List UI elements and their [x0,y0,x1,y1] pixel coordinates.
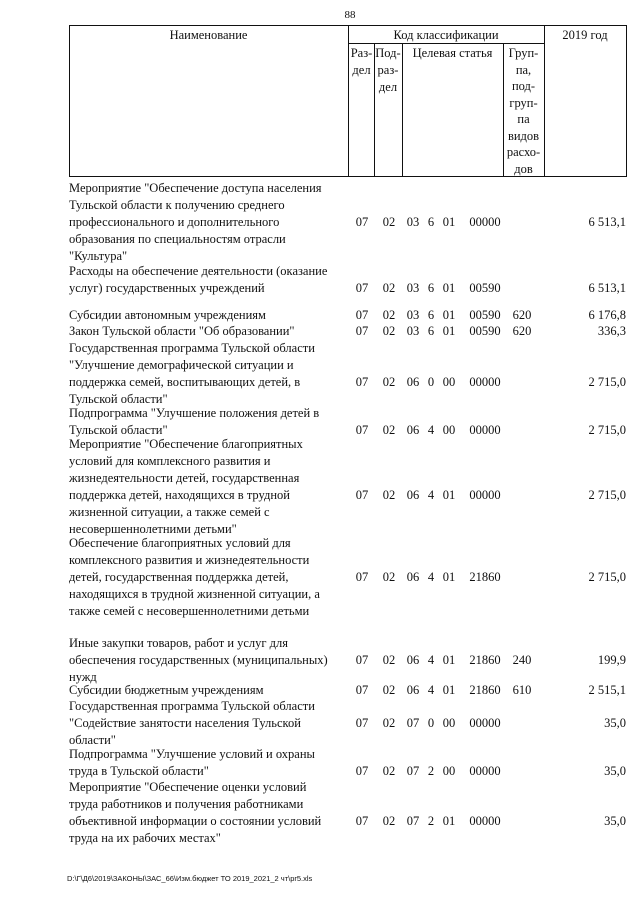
code-r: 07 [355,375,369,389]
code-cs4: 00000 [469,814,501,828]
row-amount: 35,0 [604,814,626,828]
code-cs2: 4 [427,488,435,502]
row-amount: 2 715,0 [588,488,626,502]
code-cs2: 2 [427,814,435,828]
row-name [69,682,352,699]
file-path-footer: D:\Г\Д6\2019\ЗАКОНЫ\ЗАС_66\Изм.бюджет ТО 2019_2021_2 чт\pr5.xls [67,874,313,883]
header-name: Наименование [169,28,248,42]
code-cs2: 2 [427,764,435,778]
code-pr: 02 [382,423,396,437]
code-cs4: 00000 [469,375,501,389]
row-name-line: Тульской области" [69,392,168,406]
row-amount: 336,3 [597,324,626,338]
code-cs2: 4 [427,683,435,697]
code-cs3: 00 [442,423,456,437]
row-name [69,698,352,749]
code-r: 07 [355,716,369,730]
code-pr: 02 [382,716,396,730]
row-name-line: "Содействие занятости населения Тульской [69,716,301,730]
header-year: 2019 год [562,28,608,42]
row-name [69,340,352,408]
code-cs4: 00000 [469,423,501,437]
code-cs3: 01 [442,814,456,828]
row-name-line: детей, государственная поддержка детей, [69,570,289,584]
code-r: 07 [355,281,369,295]
code-r: 07 [355,308,369,322]
header-section: Раз- дел [350,46,373,77]
code-cs1: 06 [406,423,420,437]
code-pr: 02 [382,375,396,389]
code-cs1: 03 [406,308,420,322]
code-cs1: 06 [406,375,420,389]
code-cs2: 6 [427,324,435,338]
code-r: 07 [355,814,369,828]
row-name [69,180,352,265]
row-name-line: Расходы на обеспечение деятельности (оказание [69,264,328,278]
code-cs4: 21860 [469,570,501,584]
row-amount: 6 513,1 [588,215,626,229]
row-name-line: поддержка детей, находящихся в трудной [69,488,290,502]
row-name [69,323,352,340]
row-name-line: Государственная программа Тульской области [69,699,315,713]
code-cs4: 21860 [469,683,501,697]
code-r: 07 [355,488,369,502]
code-cs1: 03 [406,281,420,295]
row-name [69,535,352,620]
code-cs3: 01 [442,488,456,502]
code-cs3: 01 [442,308,456,322]
row-name [69,263,352,297]
row-name-line: Тульской области" [69,423,168,437]
code-cs4: 00590 [469,324,501,338]
row-name-line: условий для комплексного развития и [69,454,271,468]
row-name-line: Субсидии автономным учреждениям [69,308,266,322]
row-name-line: Мероприятие "Обеспечение доступа населения [69,181,322,195]
row-amount: 2 715,0 [588,570,626,584]
row-name [69,779,352,847]
code-cs3: 01 [442,215,456,229]
row-name-line: обеспечения государственных (муниципальных) [69,653,328,667]
row-name-line: Подпрограмма "Улучшение положения детей в [69,406,320,420]
row-name-line: Закон Тульской области "Об образовании" [69,324,295,338]
row-name-line: также семей с несовершеннолетними детьми [69,604,310,618]
code-cs1: 03 [406,324,420,338]
code-cs1: 03 [406,215,420,229]
row-name-line: комплексного развития и жизнедеятельности [69,553,310,567]
code-pr: 02 [382,215,396,229]
row-name-line: Обеспечение благоприятных условий для [69,536,291,550]
header-group: Груп- па, под- груп- па видов расхо- дов [506,46,541,176]
row-amount: 6 176,8 [588,308,626,322]
code-cs2: 4 [427,423,435,437]
row-name-line: Субсидии бюджетным учреждениям [69,683,264,697]
row-name [69,635,352,686]
row-name-line: услуг) государственных учреждений [69,281,265,295]
code-pr: 02 [382,653,396,667]
code-cs3: 01 [442,570,456,584]
code-cs2: 4 [427,653,435,667]
code-cs3: 01 [442,683,456,697]
code-cs4: 00000 [469,215,501,229]
row-amount: 6 513,1 [588,281,626,295]
row-name-line: Иные закупки товаров, работ и услуг для [69,636,289,650]
row-name [69,746,352,780]
row-name-line: несовершеннолетними детьми" [69,522,237,536]
row-name-line: труда работников и получения работниками [69,797,304,811]
code-pr: 02 [382,281,396,295]
code-r: 07 [355,215,369,229]
code-cs4: 21860 [469,653,501,667]
row-name [69,436,352,538]
code-cs1: 07 [406,716,420,730]
code-cs3: 00 [442,375,456,389]
code-cs1: 07 [406,764,420,778]
code-pr: 02 [382,683,396,697]
code-r: 07 [355,764,369,778]
row-name-line: "Культура" [69,249,128,263]
header-subsection: Под- раз- дел [375,46,401,94]
page-number: 88 [344,9,356,21]
code-cs4: 00590 [469,281,501,295]
row-amount: 35,0 [604,716,626,730]
row-amount: 2 715,0 [588,423,626,437]
code-cs2: 4 [427,570,435,584]
header-classification: Код классификации [393,28,499,42]
row-name-line: объективной информации о состоянии условий [69,814,322,828]
row-name [69,405,352,439]
code-cs3: 00 [442,764,456,778]
code-cs1: 07 [406,814,420,828]
code-cs1: 06 [406,683,420,697]
row-name-line: Государственная программа Тульской области [69,341,315,355]
code-cs2: 0 [427,375,435,389]
code-r: 07 [355,570,369,584]
code-cs2: 6 [427,215,435,229]
row-name-line: Тульской области к получению среднего [69,198,285,212]
code-cs2: 6 [427,308,435,322]
row-name-line: труда на их рабочих местах" [69,831,221,845]
code-pr: 02 [382,308,396,322]
row-name-line: профессионального и дополнительного [69,215,280,229]
code-pr: 02 [382,488,396,502]
row-name-line: труда в Тульской области" [69,764,209,778]
code-cs4: 00000 [469,716,501,730]
row-name-line: поддержка семей, воспитывающих детей, в [69,375,301,389]
row-name-line: Мероприятие "Обеспечение оценки условий [69,780,307,794]
code-r: 07 [355,423,369,437]
code-cs3: 01 [442,653,456,667]
code-cs3: 00 [442,716,456,730]
code-r: 07 [355,683,369,697]
code-vr: 620 [512,308,532,322]
code-cs2: 6 [427,281,435,295]
code-r: 07 [355,653,369,667]
row-name-line: жизнедеятельности детей, государственная [69,471,300,485]
row-amount: 35,0 [604,764,626,778]
code-cs1: 06 [406,653,420,667]
row-name-line: находящихся в трудной жизненной ситуации, а [69,587,320,601]
code-cs4: 00590 [469,308,501,322]
code-cs4: 00000 [469,764,501,778]
row-name-line: области" [69,733,116,747]
row-name-line: Мероприятие "Обеспечение благоприятных [69,437,303,451]
code-pr: 02 [382,764,396,778]
code-pr: 02 [382,570,396,584]
code-r: 07 [355,324,369,338]
code-vr: 610 [512,683,532,697]
row-name [69,307,352,324]
code-vr: 620 [512,324,532,338]
code-cs4: 00000 [469,488,501,502]
code-vr: 240 [512,653,532,667]
code-pr: 02 [382,324,396,338]
row-name-line: "Улучшение демографической ситуации и [69,358,294,372]
code-cs1: 06 [406,488,420,502]
row-name-line: жизненной ситуации, а также семей с [69,505,270,519]
code-cs3: 01 [442,324,456,338]
row-amount: 2 515,1 [588,683,626,697]
row-name-line: Подпрограмма "Улучшение условий и охраны [69,747,315,761]
code-cs1: 06 [406,570,420,584]
row-name-line: образования по специальностям отрасли [69,232,286,246]
code-pr: 02 [382,814,396,828]
header-target: Целевая статья [412,46,493,60]
row-amount: 199,9 [597,653,626,667]
code-cs2: 0 [427,716,435,730]
code-cs3: 01 [442,281,456,295]
row-amount: 2 715,0 [588,375,626,389]
row-name-line: нужд [69,670,97,684]
